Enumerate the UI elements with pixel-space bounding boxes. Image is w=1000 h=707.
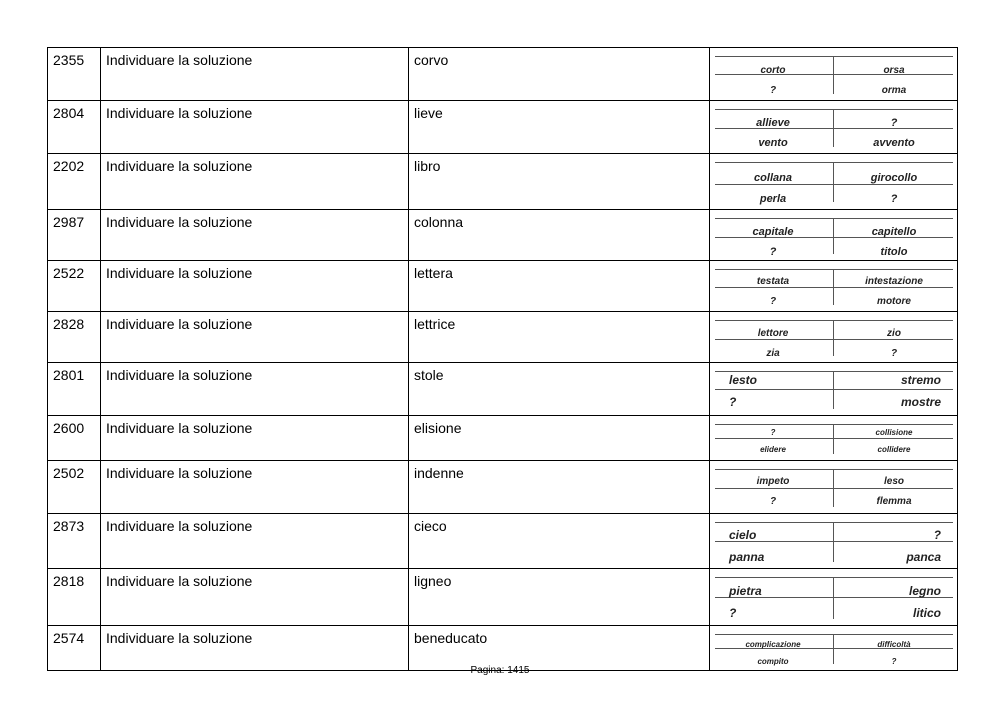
grid-cell-bl: elidere (760, 445, 786, 454)
row-id: 2600 (48, 416, 101, 461)
row-id: 2522 (48, 261, 101, 312)
grid-top-line (715, 320, 953, 321)
grid-cell-tr: legno (909, 584, 941, 598)
analogy-grid (715, 629, 953, 667)
grid-cell-br: flemma (876, 496, 912, 507)
row-question: Individuare la soluzione (101, 154, 409, 210)
analogy-grid (715, 315, 953, 359)
grid-cell-br: collidere (877, 445, 911, 454)
grid-cell-tr: intestazione (865, 276, 923, 287)
grid-vertical-line (833, 109, 834, 147)
row-word: colonna (409, 210, 710, 261)
grid-cell-bl: ? (769, 296, 777, 307)
grid-vertical-line (833, 162, 834, 202)
table-row (48, 210, 958, 261)
analogy-grid (715, 464, 953, 510)
puzzle-cell (710, 210, 958, 261)
row-id: 2801 (48, 363, 101, 416)
grid-top-line (715, 577, 953, 578)
grid-cell-br: mostre (900, 395, 941, 409)
row-id: 2987 (48, 210, 101, 261)
page-number: Pagina: 1415 (470, 665, 530, 676)
table-row (48, 154, 958, 210)
row-question: Individuare la soluzione (101, 210, 409, 261)
grid-top-line (715, 469, 953, 470)
grid-vertical-line (833, 469, 834, 507)
grid-vertical-line (833, 320, 834, 356)
grid-cell-bl: ? (729, 395, 737, 409)
grid-cell-tl: testata (756, 276, 790, 287)
analogy-grid (715, 419, 953, 457)
puzzle-cell (710, 626, 958, 671)
grid-vertical-line (833, 577, 834, 619)
grid-top-line (715, 162, 953, 163)
grid-cell-bl: zia (766, 348, 780, 359)
table-row (48, 626, 958, 671)
grid-vertical-line (833, 56, 834, 94)
analogy-grid (715, 366, 953, 412)
grid-cell-br: avvento (873, 137, 915, 149)
puzzle-cell (710, 312, 958, 363)
row-question: Individuare la soluzione (101, 312, 409, 363)
grid-cell-br: ? (891, 657, 897, 666)
row-id: 2873 (48, 514, 101, 569)
grid-cell-bl: perla (759, 193, 787, 205)
analogy-grid (715, 572, 953, 622)
row-question: Individuare la soluzione (101, 261, 409, 312)
grid-cell-br: litico (912, 606, 941, 620)
grid-cell-tl: collana (754, 172, 792, 184)
grid-vertical-line (833, 634, 834, 664)
row-id: 2804 (48, 101, 101, 154)
grid-top-line (715, 522, 953, 523)
table-row (48, 312, 958, 363)
row-word: stole (409, 363, 710, 416)
table-row (48, 416, 958, 461)
grid-cell-bl: ? (769, 496, 777, 507)
grid-cell-tl: cielo (729, 528, 757, 542)
grid-cell-bl: panna (729, 550, 765, 564)
puzzle-cell (710, 101, 958, 154)
puzzle-cell (710, 569, 958, 626)
grid-cell-br: titolo (880, 246, 908, 258)
puzzle-cell (710, 261, 958, 312)
table-row (48, 514, 958, 569)
puzzle-cell (710, 461, 958, 514)
row-id: 2502 (48, 461, 101, 514)
table-row (48, 461, 958, 514)
row-word: cieco (409, 514, 710, 569)
grid-cell-tl: lettore (757, 328, 789, 339)
table-row (48, 569, 958, 626)
row-question: Individuare la soluzione (101, 48, 409, 101)
grid-cell-tr: capitello (871, 226, 917, 238)
grid-cell-br: ? (890, 193, 898, 205)
row-question: Individuare la soluzione (101, 101, 409, 154)
grid-cell-tr: stremo (900, 373, 941, 387)
grid-cell-br: motore (877, 296, 911, 307)
grid-cell-tr: orsa (883, 65, 905, 76)
puzzle-cell (710, 154, 958, 210)
analogy-grid (715, 104, 953, 150)
grid-cell-tl: pietra (729, 584, 762, 598)
analogy-grid (715, 51, 953, 97)
row-id: 2574 (48, 626, 101, 671)
grid-cell-tr: girocollo (870, 172, 918, 184)
grid-cell-tr: collisione (875, 428, 913, 437)
row-word: ligneo (409, 569, 710, 626)
row-question: Individuare la soluzione (101, 514, 409, 569)
grid-middle-line (715, 389, 953, 390)
grid-top-line (715, 56, 953, 57)
row-id: 2828 (48, 312, 101, 363)
row-word: indenne (409, 461, 710, 514)
row-id: 2355 (48, 48, 101, 101)
row-word: beneducato (409, 626, 710, 671)
row-id: 2818 (48, 569, 101, 626)
puzzle-cell (710, 416, 958, 461)
puzzle-cell (710, 514, 958, 569)
row-word: lettrice (409, 312, 710, 363)
grid-cell-tr: leso (883, 476, 904, 487)
grid-cell-bl: compito (757, 657, 789, 666)
row-word: lieve (409, 101, 710, 154)
grid-cell-tl: complicazione (745, 640, 801, 649)
grid-top-line (715, 218, 953, 219)
grid-vertical-line (833, 424, 834, 454)
table-row (48, 101, 958, 154)
analogy-grid (715, 517, 953, 565)
row-question: Individuare la soluzione (101, 363, 409, 416)
row-question: Individuare la soluzione (101, 626, 409, 671)
row-word: lettera (409, 261, 710, 312)
grid-cell-br: orma (881, 85, 907, 96)
grid-cell-tl: corto (760, 65, 786, 76)
grid-cell-tr: ? (933, 528, 941, 542)
analogy-grid (715, 213, 953, 257)
grid-top-line (715, 269, 953, 270)
grid-vertical-line (833, 218, 834, 254)
grid-cell-tl: ? (770, 428, 776, 437)
table-row (48, 261, 958, 312)
table-row (48, 48, 958, 101)
row-question: Individuare la soluzione (101, 416, 409, 461)
row-word: corvo (409, 48, 710, 101)
grid-cell-tl: capitale (752, 226, 794, 238)
grid-cell-bl: ? (769, 85, 777, 96)
grid-cell-tr: zio (887, 328, 901, 339)
quiz-table (47, 47, 958, 671)
grid-cell-bl: vento (758, 137, 788, 149)
puzzle-cell (710, 48, 958, 101)
row-question: Individuare la soluzione (101, 569, 409, 626)
grid-cell-br: ? (890, 348, 898, 359)
grid-cell-tl: lesto (729, 373, 758, 387)
row-id: 2202 (48, 154, 101, 210)
grid-cell-tr: ? (890, 117, 898, 129)
grid-top-line (715, 634, 953, 635)
grid-vertical-line (833, 522, 834, 562)
table-row (48, 363, 958, 416)
grid-cell-tr: difficoltà (877, 640, 911, 649)
grid-vertical-line (833, 371, 834, 409)
grid-cell-bl: ? (769, 246, 777, 258)
row-word: elisione (409, 416, 710, 461)
puzzle-cell (710, 363, 958, 416)
grid-cell-tl: impeto (756, 476, 790, 487)
row-question: Individuare la soluzione (101, 461, 409, 514)
analogy-grid (715, 264, 953, 308)
analogy-grid (715, 157, 953, 205)
grid-cell-tl: allieve (756, 117, 790, 129)
row-word: libro (409, 154, 710, 210)
grid-cell-bl: ? (729, 606, 737, 620)
grid-cell-br: panca (906, 550, 941, 564)
grid-top-line (715, 109, 953, 110)
grid-vertical-line (833, 269, 834, 305)
